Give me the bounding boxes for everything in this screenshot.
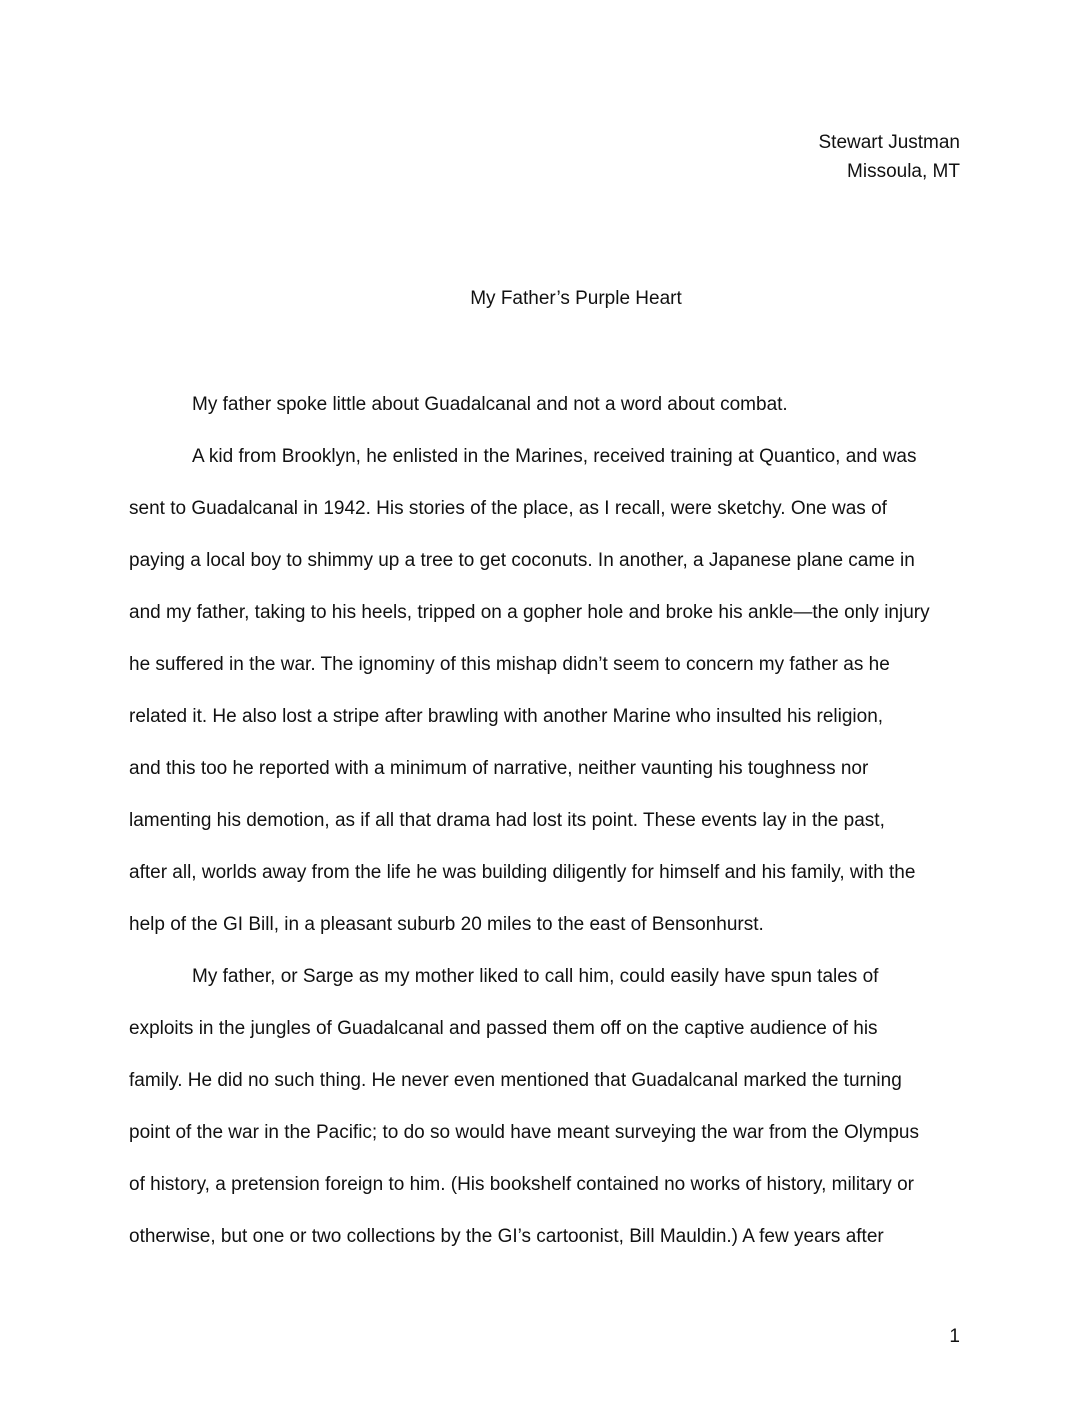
body-line-12: My father, or Sarge as my mother liked to call him, could easily have spun tales of xyxy=(192,966,879,987)
body-line-6: he suffered in the war. The ignominy of this mishap didn’t seem to concern my father as he xyxy=(129,654,890,675)
body-line-16: of history, a pretension foreign to him. (His bookshelf contained no works of history, military or xyxy=(129,1174,914,1195)
author-location: Missoula, MT xyxy=(847,161,960,182)
author-block xyxy=(819,128,961,186)
body-line-13: exploits in the jungles of Guadalcanal and passed them off on the captive audience of his xyxy=(129,1018,878,1039)
body-line-5: and my father, taking to his heels, tripped on a gopher hole and broke his ankle—the only injury xyxy=(129,602,930,623)
body-line-15: point of the war in the Pacific; to do so would have meant surveying the war from the Olympus xyxy=(129,1122,919,1143)
body-line-17: otherwise, but one or two collections by the GI’s cartoonist, Bill Mauldin.) A few years after xyxy=(129,1226,884,1247)
page-number: 1 xyxy=(949,1326,960,1347)
body-line-11: help of the GI Bill, in a pleasant suburb 20 miles to the east of Bensonhurst. xyxy=(129,914,764,935)
body-line-3: sent to Guadalcanal in 1942. His stories of the place, as I recall, were sketchy. One was of xyxy=(129,498,887,519)
body-line-7: related it. He also lost a stripe after brawling with another Marine who insulted his religion, xyxy=(129,706,884,727)
author-name: Stewart Justman xyxy=(818,132,960,153)
body-line-10: after all, worlds away from the life he was building diligently for himself and his family, with the xyxy=(129,862,916,883)
document-title: My Father’s Purple Heart xyxy=(470,288,682,309)
body-line-14: family. He did no such thing. He never even mentioned that Guadalcanal marked the turning xyxy=(129,1070,902,1091)
body-line-2: A kid from Brooklyn, he enlisted in the Marines, received training at Quantico, and was xyxy=(192,446,917,467)
body-line-9: lamenting his demotion, as if all that drama had lost its point. These events lay in the past, xyxy=(129,810,885,831)
body-line-1: My father spoke little about Guadalcanal and not a word about combat. xyxy=(192,394,788,415)
body-line-4: paying a local boy to shimmy up a tree to get coconuts. In another, a Japanese plane came in xyxy=(129,550,915,571)
body-line-8: and this too he reported with a minimum of narrative, neither vaunting his toughness nor xyxy=(129,758,869,779)
